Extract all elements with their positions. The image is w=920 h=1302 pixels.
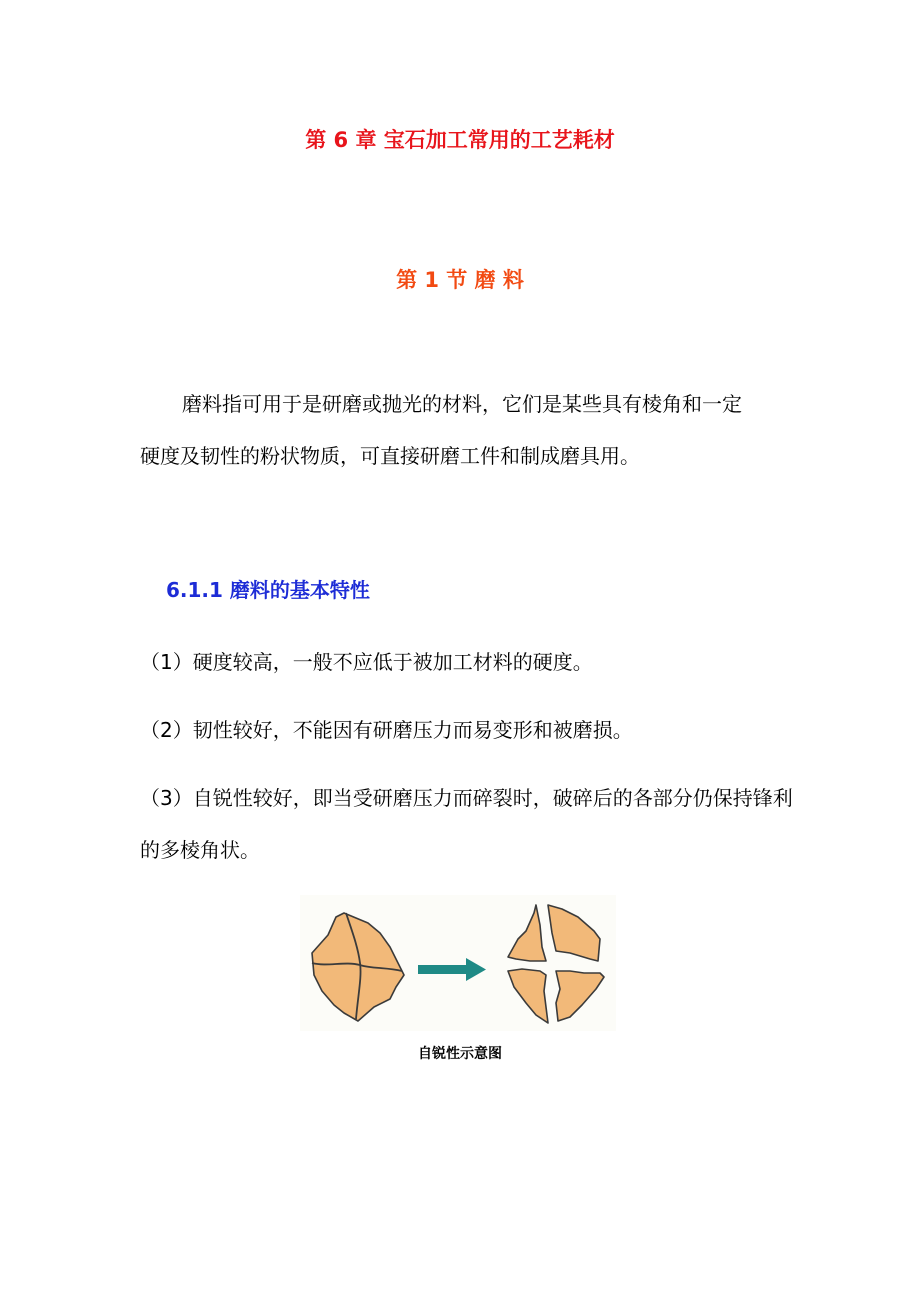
fractured-grain	[508, 905, 604, 1023]
fragment-top-right	[548, 905, 600, 961]
chapter-title: 第 6 章 宝石加工常用的工艺耗材	[305, 128, 615, 152]
property-item-hardness: （1）硬度较高，一般不应低于被加工材料的硬度。	[140, 650, 593, 674]
property-item-toughness: （2）韧性较好，不能因有研磨压力而易变形和被磨损。	[140, 718, 633, 742]
fragment-top-left	[508, 905, 546, 961]
property-item-self-sharpening: （3）自锐性较好，即当受研磨压力而碎裂时，破碎后的各部分仍保持锋利的多棱角状。	[140, 786, 793, 862]
self-sharpening-diagram	[300, 895, 616, 1031]
self-sharpening-figure	[300, 895, 616, 1031]
figure-caption: 自锐性示意图	[418, 1046, 502, 1062]
fragment-bottom-right	[556, 971, 604, 1021]
intact-grain	[312, 913, 404, 1021]
intro-line-1: 磨料指可用于是研磨或抛光的材料，它们是某些具有棱角和一定	[182, 392, 742, 416]
subsection-title: 6.1.1 磨料的基本特性	[166, 578, 370, 602]
transition-arrow-icon	[418, 958, 486, 981]
section-title: 第 1 节 磨 料	[396, 268, 524, 292]
intro-paragraph	[140, 378, 800, 482]
intro-line-2: 硬度及韧性的粉状物质，可直接研磨工件和制成磨具用。	[140, 444, 640, 468]
fragment-bottom-left	[508, 969, 548, 1023]
